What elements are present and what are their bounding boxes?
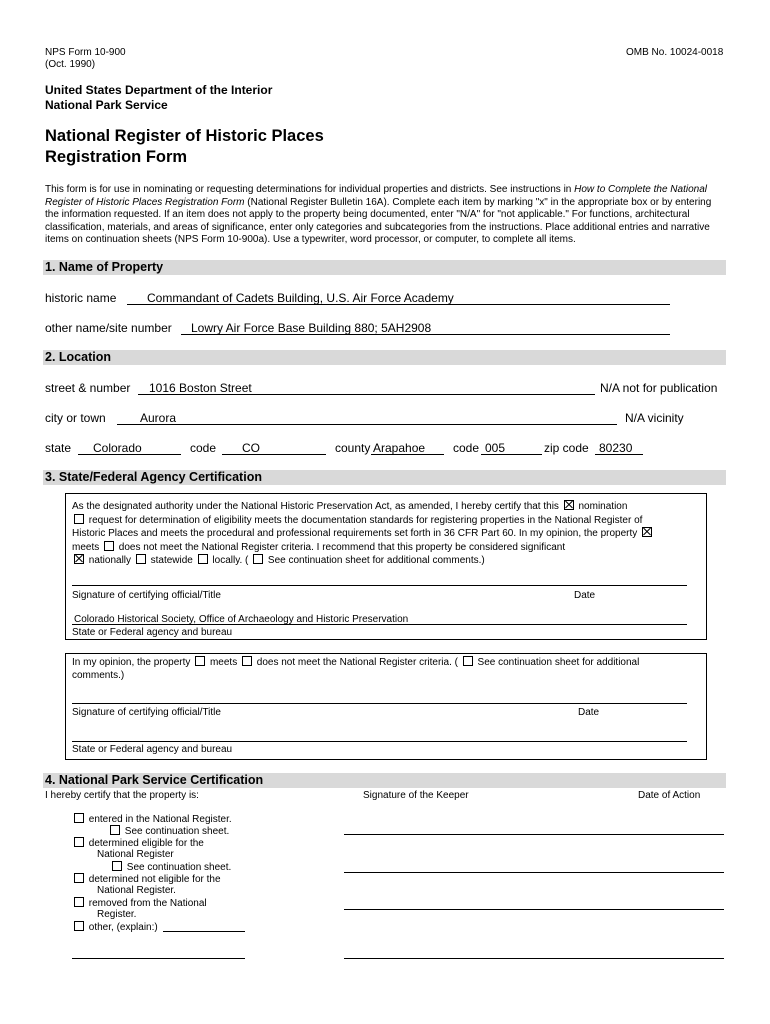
county-label: county: [335, 441, 371, 455]
removed-checkbox[interactable]: [74, 897, 84, 907]
state-label: state: [45, 441, 72, 455]
omb-number: OMB No. 10024-0018: [626, 47, 724, 58]
agency-label-1: State or Federal agency and bureau: [72, 627, 233, 638]
historic-name-label: historic name: [45, 291, 117, 305]
keeper-line-3[interactable]: [344, 909, 724, 910]
code-line: [222, 454, 326, 455]
nomination-checkbox[interactable]: [564, 500, 574, 510]
agency-line-1: [72, 624, 687, 625]
continuation-sheet-checkbox-1[interactable]: [253, 554, 263, 564]
removed-option: removed from the National: [72, 897, 207, 910]
date-label-2: Date: [578, 707, 600, 718]
zip-field[interactable]: 80230: [599, 441, 633, 455]
opinion-meets-checkbox[interactable]: [195, 656, 205, 666]
not-eligible-option-2: National Register.: [97, 885, 176, 896]
keeper-label: Signature of the Keeper: [363, 790, 469, 801]
meets-checkbox[interactable]: [642, 527, 652, 537]
section-3-heading: 3. State/Federal Agency Certification: [43, 470, 726, 485]
does-not-meet-checkbox[interactable]: [104, 541, 114, 551]
eligible-option-2: National Register: [97, 849, 174, 860]
keeper-line-1[interactable]: [344, 834, 724, 835]
city-line: [117, 424, 617, 425]
agency-label-2: State or Federal agency and bureau: [72, 744, 233, 755]
intro-paragraph: This form is for use in nominating or requesting determinations for individual properties and districts. See instructions in How to Complete the National Register of Historic Places Registration Form (National Register Bulletin 16A). Complete each item by marking "x" in the appropriate box or by entering the information requested. If an item does not apply to the property being documented, enter "N/A" for "not applicable." For functions, architectural classification, materials, and areas of significance, enter only categories and subcategories from the instructions. Place additional entries and narrative items on continuation sheets (NPS Form 10-900a). Use a typewriter, word processor, or computer, to complete all items.: [45, 184, 712, 245]
certification-text: As the designated authority under the National Historic Preservation Act, as amended, I hereby certify that this nomination request for determination of eligibility meets the documentation standards for registering properties in the National Register of Historic Places and meets the procedural and professional requirements set forth in 36 CFR Part 60. In my opinion, the property meets does not meet the National Register criteria. I recommend that this property be considered significant nationally statewide locally. ( See continuation sheet for additional comments.): [72, 500, 702, 568]
request-checkbox[interactable]: [74, 514, 84, 524]
code-label: code: [190, 441, 217, 455]
other-name-label: other name/site number: [45, 321, 172, 335]
eligible-continuation: See continuation sheet.: [110, 861, 231, 874]
state-field[interactable]: Colorado: [93, 441, 142, 455]
signature-line-1[interactable]: [72, 585, 687, 586]
service: National Park Service: [45, 98, 168, 112]
county-field[interactable]: Arapahoe: [373, 441, 426, 455]
entered-option: entered in the National Register.: [72, 813, 232, 826]
signature-label-1: Signature of certifying official/Title: [72, 590, 221, 601]
section-1-heading: 1. Name of Property: [43, 260, 726, 275]
historic-name-field[interactable]: Commandant of Cadets Building, U.S. Air Force Academy: [147, 291, 454, 305]
certify-statement: I hereby certify that the property is:: [45, 790, 199, 801]
form-number: NPS Form 10-900: [45, 47, 126, 58]
other-option: other, (explain:): [72, 921, 158, 934]
section-2-heading: 2. Location: [43, 350, 726, 365]
county-code-field[interactable]: 005: [485, 441, 506, 455]
title-line-1: National Register of Historic Places: [45, 127, 324, 145]
form-date: (Oct. 1990): [45, 59, 96, 70]
opinion-does-not-meet-checkbox[interactable]: [242, 656, 252, 666]
entered-continuation-checkbox[interactable]: [110, 825, 120, 835]
keeper-line-2[interactable]: [344, 872, 724, 873]
date-of-action-label: Date of Action: [638, 790, 701, 801]
na-vicinity: N/A vicinity: [625, 411, 684, 425]
not-eligible-option: determined not eligible for the: [72, 873, 221, 886]
date-label-1: Date: [574, 590, 596, 601]
other-name-field[interactable]: Lowry Air Force Base Building 880; 5AH2908: [191, 321, 432, 335]
signature-line-2[interactable]: [72, 703, 687, 704]
title-line-2: Registration Form: [45, 148, 188, 166]
county-code-label: code: [453, 441, 480, 455]
not-eligible-checkbox[interactable]: [74, 873, 84, 883]
agency-line-2[interactable]: [72, 741, 687, 742]
eligible-checkbox[interactable]: [74, 837, 84, 847]
na-publication: N/A not for publication: [600, 381, 718, 395]
zip-label: zip code: [544, 441, 589, 455]
code-field[interactable]: CO: [242, 441, 260, 455]
signature-label-2: Signature of certifying official/Title: [72, 707, 221, 718]
department: United States Department of the Interior: [45, 83, 273, 97]
eligible-option: determined eligible for the: [72, 837, 204, 850]
street-label: street & number: [45, 381, 131, 395]
city-field[interactable]: Aurora: [140, 411, 177, 425]
keeper-line-4[interactable]: [344, 958, 724, 959]
continuation-sheet-checkbox-2[interactable]: [463, 656, 473, 666]
other-explain-line[interactable]: [163, 931, 245, 932]
entered-checkbox[interactable]: [74, 813, 84, 823]
statewide-checkbox[interactable]: [136, 554, 146, 564]
section-4-heading: 4. National Park Service Certification: [43, 773, 726, 788]
entered-continuation: See continuation sheet.: [108, 825, 229, 838]
other-checkbox[interactable]: [74, 921, 84, 931]
locally-checkbox[interactable]: [198, 554, 208, 564]
removed-option-2: Register.: [97, 909, 137, 920]
other-explain-line-2[interactable]: [72, 958, 245, 959]
opinion-text: In my opinion, the property meets does not meet the National Register criteria. ( See continuation sheet for additional comments.): [72, 657, 640, 681]
eligible-continuation-checkbox[interactable]: [112, 861, 122, 871]
agency-field-1[interactable]: Colorado Historical Society, Office of Archaeology and Historic Preservation: [74, 614, 409, 625]
city-label: city or town: [45, 411, 106, 425]
nationally-checkbox[interactable]: [74, 554, 84, 564]
street-field[interactable]: 1016 Boston Street: [149, 381, 252, 395]
